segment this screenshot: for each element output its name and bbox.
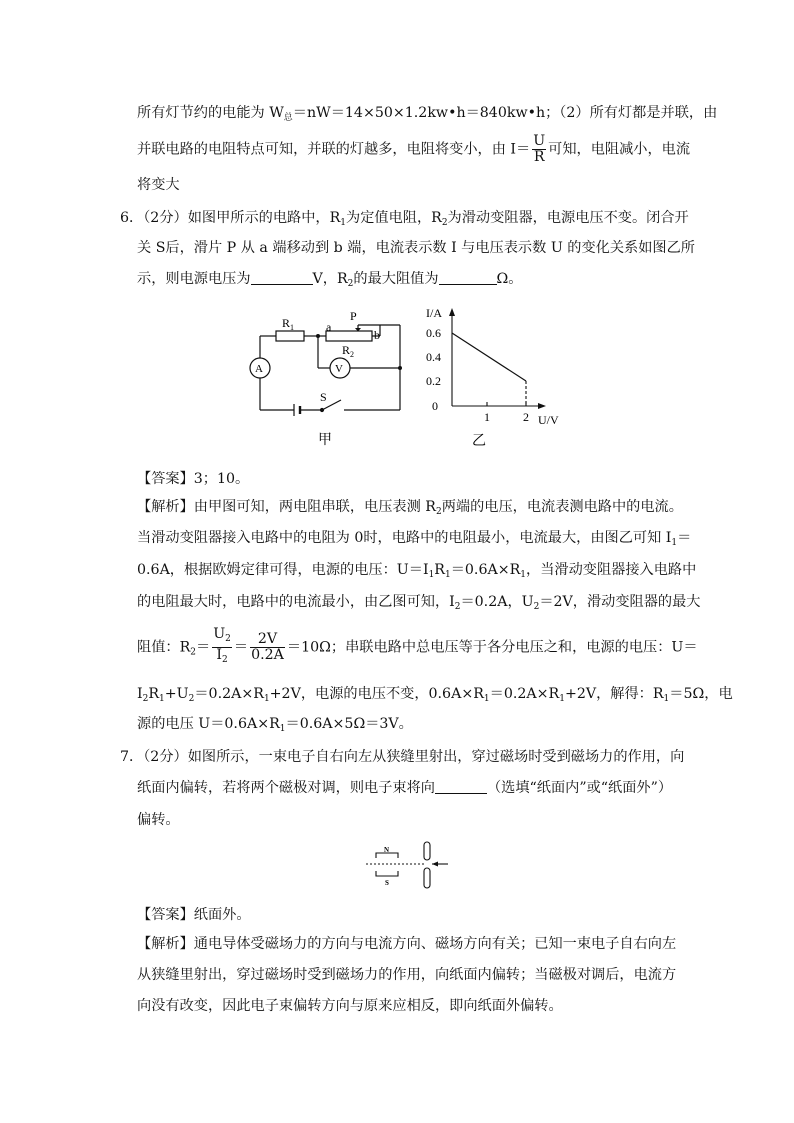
caption-yi: 乙 bbox=[472, 434, 486, 449]
y-tick-0-4: 0.4 bbox=[426, 350, 441, 364]
junction-right bbox=[398, 366, 402, 370]
iu-line bbox=[452, 333, 526, 381]
q7-exp-line-1: 【解析】通电导体受磁场力的方向与电流方向、磁场方向有关；已知一束电子自右向左 bbox=[137, 936, 677, 952]
y-arrow-icon bbox=[449, 308, 455, 316]
answer-blank-voltage bbox=[251, 270, 313, 285]
q6-exp-line-5: 阻值：$R_2=$ $\frac{U_2}{I_2}$ ＝ $\frac{2V}{0.2A}$ ＝10Ω；串联电路中总电压等于各分电压之和，电源的电压：U＝ bbox=[137, 627, 698, 668]
q7-stem-line-1: 7．（2分）如图所示，一束电子自右向左从狭缝里射出，穿过磁场时受到磁场力的作用，向 bbox=[120, 749, 685, 765]
label-n: N bbox=[384, 846, 390, 854]
q6-exp-line-7: 源的电压 $U=0.6A\times R_1=0.6A\times 5\Omega=3V$。 bbox=[137, 716, 413, 734]
beam-arrow-icon bbox=[432, 862, 438, 867]
q7-exp-line-2: 从狭缝里射出，穿过磁场时受到磁场力的作用，向纸面内偏转；当磁极对调后，电流方 bbox=[137, 967, 677, 983]
fraction-u-over-r: $\frac{U}{R}$ bbox=[533, 133, 546, 165]
x-axis-label: U/V bbox=[538, 413, 559, 427]
y-tick-0-6: 0.6 bbox=[426, 326, 441, 340]
r2-slide-resistor bbox=[326, 331, 372, 341]
label-p: P bbox=[350, 309, 357, 323]
q6-exp-line-1: 【解析】由甲图可知，两电阻串联，电压表测 $R_2$两端的电压，电流表测电路中的电流。 bbox=[137, 499, 683, 517]
q7-stem-line-3: 偏转。 bbox=[137, 812, 180, 828]
q6-exp-line-3: 0.6A，根据欧姆定律可得，电源的电压：$U=I_1R_1=0.6A\times R_1$，当滑动变阻器接入电路中 bbox=[137, 562, 697, 580]
magnet-figure bbox=[360, 836, 460, 894]
q6-exp-line-6: $I_2R_1+U_2=0.2A\times R_1+2V$，电源的电压不变，$0.6A\times R_1=0.2A\times R_1+2V$，解得：$R_1=5\Omega$，电 bbox=[137, 686, 733, 704]
x-tick-label-2: 2 bbox=[523, 410, 529, 424]
label-s: S bbox=[385, 879, 389, 887]
fraction-u2-over-i2: $\frac{U_2}{I_2}$ bbox=[213, 626, 231, 665]
q6-exp-line-4: 的电阻最大时，电路中的电流最小，由乙图可知，$I_2=0.2A$，$U_2=2V$，滑动变阻器的最大 bbox=[137, 594, 701, 612]
label-a: a bbox=[326, 320, 332, 334]
q5-line-3: 将变大 bbox=[137, 177, 180, 193]
label-r2: $R_2$ bbox=[342, 343, 355, 359]
q6-answer: 【答案】3；10。 bbox=[137, 471, 250, 487]
q7-exp-line-3: 向没有改变，因此电子束偏转方向与原来应相反，即向纸面外偏转。 bbox=[137, 998, 563, 1014]
q6-stem-line-3: 示，则电源电压为 V，$R_2$的最大阻值为 Ω。 bbox=[137, 271, 523, 289]
answer-blank-resistance bbox=[439, 270, 497, 285]
y-axis-label: I/A bbox=[426, 306, 442, 320]
q5-line-2: 并联电路的电阻特点可知，并联的灯越多，电阻将变小，由 I＝ $\frac{U}{R}$ 可知，电阻减小，电流 bbox=[137, 133, 691, 165]
iu-graph bbox=[420, 300, 570, 450]
r1-resistor bbox=[276, 331, 304, 341]
slit-plate-top bbox=[424, 842, 430, 860]
q6-exp-line-2: 当滑动变阻器接入电路中的电阻为 0时，电路中的电阻最小，电流最大，由图乙可知 $I_1=$ bbox=[137, 530, 692, 548]
y-tick-0: 0 bbox=[432, 399, 438, 413]
circuit-diagram bbox=[238, 304, 418, 450]
fraction-2v-over-0-2a: $\frac{2V}{0.2A}$ bbox=[251, 631, 284, 663]
q6-stem-line-1: 6．（2分）如图甲所示的电路中，$R_1$为定值电阻，$R_2$为滑动变阻器，电源电压不变。闭合开 bbox=[120, 210, 689, 228]
caption-jia: 甲 bbox=[318, 433, 332, 448]
label-b: b bbox=[374, 328, 380, 342]
q7-stem-line-2: 纸面内偏转，若将两个磁极对调，则电子束将向 （选填“纸面内”或“纸面外”） bbox=[137, 780, 673, 796]
label-r1: $R_1$ bbox=[282, 316, 295, 332]
q6-stem-line-2: 关 S后，滑片 P 从 a 端移动到 b 端，电流表示数 I 与电压表示数 U 的变化关系如图乙所 bbox=[137, 240, 695, 256]
y-tick-0-2: 0.2 bbox=[426, 374, 441, 388]
junction-a bbox=[316, 334, 320, 338]
label-switch: S bbox=[320, 390, 327, 404]
slit-plate-bottom bbox=[424, 868, 430, 888]
x-arrow-icon bbox=[538, 403, 546, 409]
answer-blank-direction bbox=[435, 779, 487, 794]
label-ammeter: A bbox=[255, 363, 263, 375]
x-tick-label-1: 1 bbox=[484, 410, 490, 424]
label-voltmeter: V bbox=[335, 363, 343, 375]
q7-answer: 【答案】纸面外。 bbox=[137, 907, 251, 923]
q5-line-1: 所有灯节约的电能为 $W_总=nW=14\times 50\times 1.2kw•h=840kw•h$；（2）所有灯都是并联，由 bbox=[137, 105, 718, 123]
magnet-s-pole bbox=[376, 871, 398, 876]
